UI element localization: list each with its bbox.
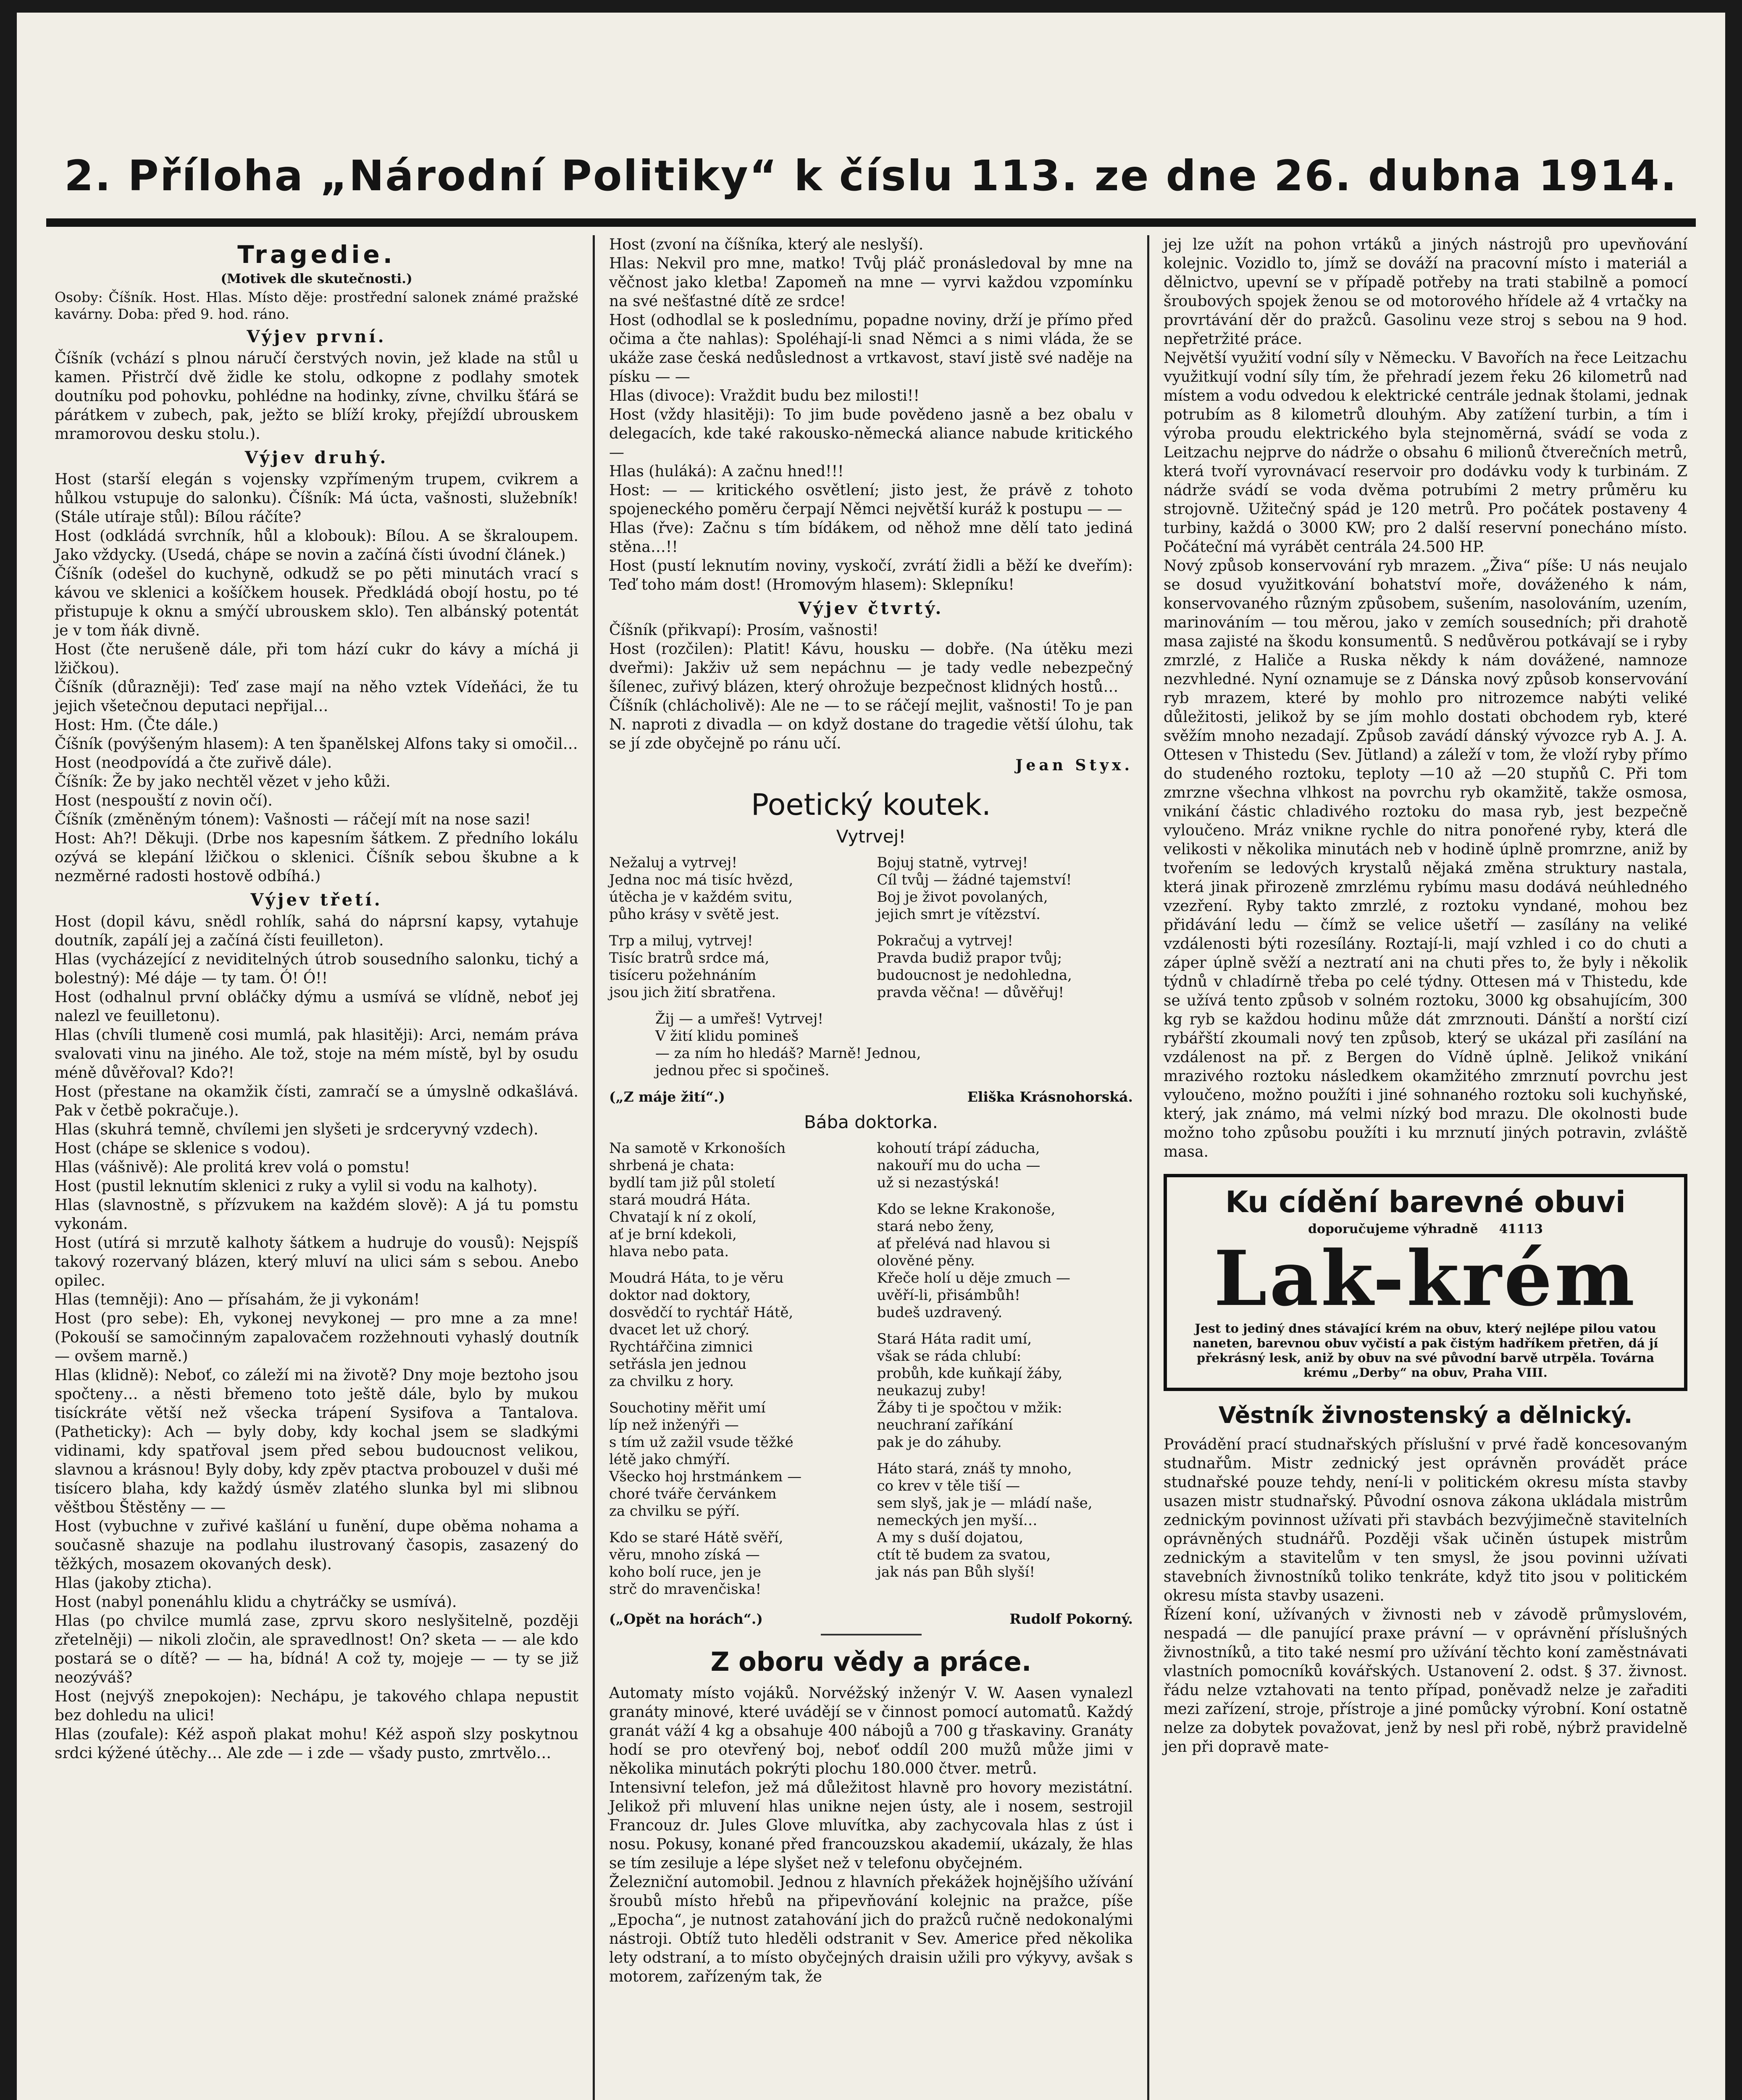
paragraph: Největší využití vodní síly v Německu. V Bavořích na řece Leitzachu využitkují vodní síly tím, že přehradí jezem řeku 26 kilometrů nad místem a vodu odvedou k elektrické centrále jednak štolami, jednak potrubím as 8 kilometrů dlouhým. Aby zatížení turbin, a tím i výroba proudu elektrického byla stejnoměrná, svádí se voda z Leitzachu nejprve do nádrže o obsahu 6 milionů čtverečních metrů, která tvoří vyrovnávací reservoir pro dodávku vody k turbinám. Z nádrže svádí se voda dvěma potrubími 2 metry průměru ku strojovně. Užitečný spád je 120 metrů. Pro počátek postaveny 4 turbiny, každá o 3000 KW; pro 2 další reservní ponecháno místo. Počáteční má vyrábět centrála 24.500 HP. (1164, 349, 1687, 556)
paragraph: Hlas (divoce): Vraždit budu bez milosti!! (609, 387, 920, 404)
paragraph: Hlas (vycházející z neviditelných útrob sousedního salonku, tichý a bolestný): Mé dáje — ty tam. Ó! Ó!! (55, 951, 578, 987)
paragraph: Host (chápe se sklenice s vodou). (55, 1140, 311, 1157)
paragraph: Hlas (huláká): A začnu hned!!! (609, 463, 844, 480)
paragraph: Host: Ah?! Děkuji. (Drbe nos kapesním šátkem. Z předního lokálu ozývá se klepání lžičkou o sklenici. Číšník sebou škubne a k nezměrné radosti hostově odbíhá.) (55, 830, 578, 885)
paragraph: Host: — — kritického osvětlení; jisto jest, že právě z tohoto spojeneckého poměru čerpají Němci největší kuráž k postupu — — (609, 482, 1133, 518)
paragraph: Číšník (důrazněji): Teď zase mají na něho vztek Vídeňáci, že tu jejich všetečnou deputaci nepřijal… (55, 679, 578, 715)
poem-stanza: Trp a miluj, vytrvej! Tisíc bratrů srdce má, tisíceru požehnáním jsou jich žití sbratřena. (609, 932, 776, 1001)
paragraph: Host (čte nerušeně dále, při tom hází cukr do kávy a míchá ji lžičkou). (55, 641, 578, 677)
paragraph: Hlas (vášnivě): Ale prolitá krev volá o pomstu! (55, 1159, 410, 1176)
paragraph: Host (přestane na okamžik čísti, zamračí se a úmyslně odkašlává. Pak v četbě pokračuje.). (55, 1083, 578, 1119)
article-title-tragedie: Tragedie. (237, 240, 396, 269)
paragraph: Hlas (po chvilce mumlá zase, zprvu skoro neslyšitelně, později zřetelněji) — nikoli zločin, ale spravedlnost! On? sketa — — ale kdo postará se o dítě? — — ha, bídná! A což ty, mojeje — — ty se již neozýváš? (55, 1612, 578, 1686)
poem-stanza: Moudrá Háta, to je věru doktor nad doktory, dosvědčí to rychtář Hátě, dvacet let už chorý. Rychtářčina zimnici setřásla jen jednou za chvilku z hory. (609, 1270, 793, 1390)
paragraph: Řízení koní, užívaných v živnosti neb v závodě průmyslovém, nespadá — dle panující praxe právní — v oprávnění příslušných živnostníků, a tito také nesmí pro užívání těchto koní zaměstnávati vlastních pomocníků kovářských. Ustanovení 2. odst. § 37. živnost. řádu nelze vztahovati na tento případ, poněvadž nelze je zařaditi mezi zařízení, stroje, přístroje a jiné pomůcky výrobní. Koní ostatně nelze za dobytek považovat, jenž by nesl při robě, nýbrž pravidelně jen při dopravě mate- (1164, 1606, 1687, 1756)
poem-stanza: Souchotiny měřit umí líp než inženýři — s tím už zažil vsude těžké létě jako chmýří. Všecko hoj hrstmánkem — choré tváře červánkem za chvilku se pýří. (609, 1399, 802, 1520)
ad-body: Jest to jediný dnes stávající krém na obuv, který nejlépe pilou vatou naneten, barevnou obuv vyčistí a pak čistým hadříkem přetřen, dá jí překrásný lesk, aniž by obuv na své původní barvě utrpěla. Továrna krému „Derby“ na obuv, Praha VIII. (1193, 1321, 1658, 1380)
paragraph: Host (vybuchne v zuřivé kašlání u funění, dupe oběma nohama a současně shazuje na podlahu ilustrovaný časopis, zasazený do těžkých, mosazem okovaných desk). (55, 1518, 578, 1573)
paragraph: jej lze užít na pohon vrtáků a jiných nástrojů pro upevňování kolejnic. Vozidlo to, jímž se dováží na pracovní místo i materiál a dělnictvo, upevní se v případě potřeby na trati stabilně a pomocí šroubových spojek ženou se od motorového hřídele až 4 vrtačky na provrtávání děr do pražců. Gasolinu veze stroj s sebou na 9 hod. nepřetržité práce. (1164, 236, 1687, 348)
paragraph: Host (starší elegán s vojensky vzpřímeným trupem, cvikrem a hůlkou vstupuje do salonku). Číšník: Má úcta, vašnosti, služebník! (Stále utíraje stůl): Bílou ráčíte? (55, 471, 578, 526)
poem-stanza: Pokračuj a vytrvej! Pravda budiž prapor tvůj; budoucnost je nedohledna, pravda věčna! — důvěřuj! (877, 932, 1072, 1001)
paragraph: Automaty místo vojáků. Norvéžský inženýr V. W. Aasen vynalezl granáty minové, které uvádějí se v činnost pomocí automatů. Každý granát váží 4 kg a obsahuje 400 nábojů a 700 g třaskaviny. Granáty hodí se pro otevřený boj, neboť oddíl 200 mužů může jimi v několika minutách pokrýti plochu 180.000 čtver. metrů. (609, 1685, 1133, 1777)
paragraph: Host (nespouští z novin očí). (55, 792, 273, 809)
poem-stanzas (609, 1140, 1133, 1607)
poem-stanza: Háto stará, znáš ty mnoho, co krev v těle tiší — sem slyš, jak je — mládí naše, nemeckých jen myší… A my s duší dojatou, ctít tě budem za svatou, jak nás pan Bůh slyší! (877, 1460, 1093, 1580)
section-divider (821, 1634, 922, 1635)
paragraph: Číšník (změněným tónem): Vašnosti — ráčejí mít na nose sazi! (55, 811, 531, 828)
paragraph: Host (pro sebe): Eh, vykonej nevykonej — pro mne a za mne! (Pokouší se samočinným zapalovačem rozžehnouti vyhaslý doutník — ovšem marně.) (55, 1310, 578, 1365)
scene-heading: Výjev třetí. (250, 890, 383, 910)
paragraph: Číšník (přikvapí): Prosím, vašnosti! (609, 622, 879, 639)
paragraph: Číšník (chlácholivě): Ale ne — to se ráčejí mejlit, vašnosti! To je pan N. naproti z divadla — on když dostane do tragedie větší úlohu, tak se jí zde obyčejně po ránu učí. (609, 697, 1133, 752)
newspaper-page (17, 13, 1725, 2100)
paragraph: Host (odhalnul první obláčky dýmu a usmívá se vlídně, neboť jej nalezl ve feuilletonu). (55, 989, 578, 1025)
author-signature: Jean Styx. (1015, 756, 1133, 774)
paragraph: Host (nejvýš znepokojen): Nechápu, je takového chlapa nepustit bez dohledu na ulici! (55, 1688, 578, 1724)
advertisement-lak-krem (1164, 1174, 1687, 1391)
paragraph: Hlas (řve): Začnu s tím bídákem, od něhož mne dělí tato jediná stěna…!! (609, 520, 1133, 556)
scene-heading: Výjev první. (247, 327, 386, 346)
poem-stanza: Kdo se lekne Krakonoše, stará nebo ženy, ať přelévá nad hlavou si olověné pěny. Křeče holí u děje zmuch — uvěří-li, přisámbůh! budeš uzdravený. (877, 1201, 1071, 1321)
poem-title: Vytrvej! (836, 826, 906, 847)
ad-brand: Lak-krém (1214, 1234, 1637, 1323)
paragraph: Hlas (slavnostně, s přízvukem na každém slově): A já tu pomstu vykonám. (55, 1197, 578, 1233)
poem-author: Rudolf Pokorný. (1009, 1611, 1133, 1627)
paragraph: Hlas (temněji): Ano — přísahám, že ji vykonám! (55, 1291, 420, 1308)
masthead-title: 2. Příloha „Národní Politiky“ k číslu 113. ze dne 26. dubna 1914. (64, 151, 1678, 200)
paragraph: Host (dopil kávu, snědl rohlík, sahá do náprsní kapsy, vytahuje doutník, zapálí jej a začíná čísti feuilleton). (55, 913, 578, 949)
poem-title: Bába doktorka. (804, 1112, 938, 1132)
poem-source: („Z máje žití“.) (609, 1089, 725, 1105)
paragraph: Host (rozčilen): Platit! Kávu, housku — dobře. (Na útěku mezi dveřmi): Jakživ už sem nepáchnu — je tady vedle nebezpečný šílenec, zuřivý blázen, který ohrožuje bezpečnost klidných hostů… (609, 640, 1133, 696)
paragraph: Intensivní telefon, jež má důležitost hlavně pro hovory mezistátní. Jelikož při mluvení hlas unikne nejen ústy, ale i nosem, sestrojil Francouz dr. Jules Glove mluvítka, aby zachycovala hlas z úst i nosu. Pokusy, konané před francouzskou akademií, ukázaly, že hlas se tím zesiluje a lépe slyšet než v telefonu obyčejném. (609, 1779, 1133, 1872)
paragraph: Host: Hm. (Čte dále.) (55, 717, 218, 734)
poem-stanza: Kdo se staré Hátě svěří, věru, mnoho získá — koho bolí ruce, jen je strč do mravenčiska! (609, 1529, 783, 1598)
poem-stanza: Žij — a umřeš! Vytrvej! V žití klidu pomineš — za ním ho hledáš? Marně! Jednou, jednou přec si spočineš. (655, 1011, 921, 1079)
paragraph: Provádění prací studnařských příslušní v prvé řadě koncesovaným studnařům. Mistr zednický jest oprávněn provádět práce studnařské pouze tehdy, není-li v politickém okresu místa stavby usazen mistr studnařský. Původní osnova zákona ukládala mistrům zednickým povinnost užívati při stavbách bezvýjimečně stavitelních oprávněných studnářů. Později však učiněn ústupek mistrům zednickým a stavitelům v ten smysl, že jsou povinni užívati stavebních živnostníků toliko tenkráte, když tito jsou v politickém okresu místa stavby usazeni. (1164, 1436, 1687, 1604)
paragraph: Hlas (zoufale): Kéž aspoň plakat mohu! Kéž aspoň slzy poskytnou srdci kýžené útěchy… Ale zde — i zde — všady pusto, zmrtvělo… (55, 1726, 578, 1762)
paragraph: Hlas (klidně): Neboť, co záleží mi na životě? Dny moje beztoho jsou spočteny… a něsti břemeno toto ještě dále, bylo by mukou tisíckráte větší než všecka trápení Sysifova a Tantalova. (Patheticky): Ach — byly doby, kdy kochal jsem se sladkými vidinami, kdy spatřoval jsem před sebou budoucnost velikou, slavnou a krásnou! Byly doby, kdy zpěv ptactva probouzel v duši mé tisícero blaha, kdy každý úsměv zlatého slunka byl mi slibnou věštbou Štěstěny — — (55, 1367, 578, 1516)
paragraph: Hlas (chvíli tlumeně cosi mumlá, pak hlasitěji): Arci, nemám práva svalovati vinu na jiného. Ale tož, stoje na mém místě, byl by osudu méně důvěřoval? Kdo?! (55, 1026, 578, 1082)
paragraph: Host (pustí leknutím noviny, vyskočí, zvrátí židli a běží ke dveřím): Teď toho mám dost! (Hromovým hlasem): Sklepníku! (609, 557, 1133, 593)
poem-author: Eliška Krásnohorská. (967, 1089, 1133, 1105)
poem-source: („Opět na horách“.) (609, 1611, 763, 1627)
paragraph: Hlas: Nekvil pro mne, matko! Tvůj pláč pronásledoval by mne na věčnost jako kletba! Zapomeň na mne — vyrvi každou vzpomínku na své nešťastné dítě ze srdce! (609, 255, 1133, 310)
dramatis-personae: Osoby: Číšník. Host. Hlas. Místo děje: prostřední salonek známé pražské kavárny. Doba: před 9. hod. ráno. (55, 289, 578, 322)
column-1 (46, 235, 593, 2100)
masthead-rule (46, 218, 1696, 227)
paragraph: Host (zvoní na číšníka, který ale neslyší). (609, 236, 924, 253)
section-title-veda-a-prace: Z oboru vědy a práce. (710, 1646, 1032, 1677)
paragraph: Hlas (skuhrá temně, chvílemi jen slyšeti je srdceryvný vzdech). (55, 1121, 539, 1138)
paragraph: Host (neodpovídá a čte zuřivě dále). (55, 754, 332, 772)
poem-stanza: kohoutí trápí záducha, nakouří mu do ucha — už si nezastýská! (877, 1140, 1040, 1191)
column-2 (593, 235, 1147, 2100)
section-title-vestnik: Věstník živnostenský a dělnický. (1218, 1402, 1633, 1428)
section-title-poeticky-koutek: Poetický koutek. (751, 788, 991, 822)
paragraph: Číšník: Že by jako nechtěl vězet v jeho kůži. (55, 773, 391, 790)
poem-stanza: Na samotě v Krkonoších shrbená je chata: bydlí tam již půl století stará moudrá Háta. Chvatají k ní z okolí, ať je brní kdekoli, hlava nebo pata. (609, 1140, 786, 1260)
paragraph: Host (odkládá svrchník, hůl a klobouk): Bílou. A se škraloupem. Jako vždycky. (Usedá, chápe se novin a začíná čísti úvodní článek.) (55, 528, 578, 564)
paragraph: Číšník (povýšeným hlasem): A ten španělskej Alfons taky si omočil… (55, 735, 578, 753)
paragraph: Železniční automobil. Jednou z hlavních překážek hojnějšího užívání šroubů místo hřebů na připevňování kolejnic na pražce, píše „Epocha“, je nutnost zatahování jich do pražců ručně nedokonalými nástroji. Obtíž tuto hleděli odstranit v Sev. Americe před několika lety odstraní, a to místo obyčejných draisin užili pro výkyvy, avšak s motorem, zařízeným tak, že (609, 1874, 1133, 1985)
scene-heading: Výjev čtvrtý. (798, 598, 944, 618)
poem-stanzas (609, 854, 1133, 1011)
ad-recommendation: doporučujeme výhradně (1308, 1222, 1478, 1236)
paragraph: Host (utírá si mrzutě kalhoty šátkem a hudruje do vousů): Nejspíš takový rozervaný blázen, který mluví na ulici sám s sebou. Anebo opilec. (55, 1234, 578, 1289)
scene-heading: Výjev druhý. (244, 448, 389, 467)
paragraph: Nový způsob konservování ryb mrazem. „Živa“ píše: U nás neujalo se dosud využitkování bohatství moře, dováženého k nám, konservovaného různým způsobem, sušením, nasolováním, uzením, marinováním — tou měrou, jako v zemích sousedních; při drahotě masa zajisté na škodu konsumentů. S nedůvěrou potkávají se i ryby zmrzlé, z Haliče a Ruska někdy k nám dovážené, namnoze nezvhledné. Nyní oznamuje se z Dánska nový způsob konservování ryb mrazem, které by mohlo pro nitrozemce nabýti veliké důležitosti, jelikož by se jím mohlo dostati obchodem ryb, které svěžím mnoho nezadají. Způsob zavádí dánský vývozce ryb A. J. A. Ottesen v Thistedu (Sev. Jütland) a záleží v tom, že vloží ryby přímo do studeného roztoku, teploty —10 až —20 stupňů C. Při tom zmrzne všechna vlhkost na povrchu ryb okamžitě, takže osmosa, vnikání částic chladivého roztoku do masa ryb, jest bezpečně vyloučeno. Mráz vnikne rychle do nitra ponořené ryby, která dle velikosti v několika minutách neb v hodině úplně promrzne, aniž by tvořením se ledových krystalů nějaká změna struktury nastala, která jinak přirozeně zmrzlému rybímu masu dodává neúhledného vzezření. Ryby takto zmrzlé, z roztoku vyndané, mohou bez přidávání ledu — čímž se velice ušetří — zasílány na veliké vzdálenosti býti rozesílány. Roztají-li, mají vzhled i co do chuti a záper úplně svěží a neztratí ani na chuti přes to, že byly i několik týdnů v chladírně třeba po celé týdny. Ottesen má v Thistedu, kde se užívá tento způsob v solném roztoku, 3000 kg obsahujícím, 300 kg ryb se každou hodinu může dát zmrznouti. Dánští a norští cizí rybářští zkoumali nový ten způsob, který se ukázal při zasílání na vzdálenost na př. z Bergen do Vídně úplně. Jelikož vnikání mrazivého roztoku následkem okamžitého zmrznutí povrchu jest vyloučeno, možno použíti i jiné sohnaného roztoku soli kuchyňské, který, jak známo, má velmi nízký bod mrazu. Dle okolnosti bude možno toho způsobu použíti i ku mrznutí jiných potravin, zvláště masa. (1164, 557, 1687, 1160)
poem-stanza: Bojuj statně, vytrvej! Cíl tvůj — žádné tajemství! Boj je život povolaných, jejich smrt je vítězství. (877, 854, 1072, 923)
paragraph: Host (vždy hlasitěji): To jim bude povědeno jasně a bez obalu v delegacích, kde také rakousko-německá aliance nabude kritického — (609, 406, 1133, 461)
paragraph: Host (odhodlal se k poslednímu, popadne noviny, drží je přímo před očima a čte nahlas): Spoléhají-li snad Němci a s nimi vláda, že se ukáže zase česká nedůslednost a vrtkavost, staví jistě své naděje na písku — — (609, 312, 1133, 386)
poem-stanza: Nežaluj a vytrvej! Jedna noc má tisíc hvězd, útěcha je v každém svitu, půho krásy v světě jest. (609, 854, 793, 923)
column-3 (1147, 235, 1696, 2100)
poem-footer (609, 1089, 1133, 1105)
paragraph: Číšník (odešel do kuchyně, odkudž se po pěti minutách vrací s kávou ve sklenici a košíčkem housek. Předkládá obojí hostu, po té přistupuje k oknu a smýčí ubrouskem sklo). Ten albánský potentát je v tom ňák divně. (55, 565, 578, 639)
paragraph: Hlas (jakoby zticha). (55, 1575, 212, 1592)
ad-number: 41113 (1499, 1222, 1543, 1236)
poem-footer (609, 1611, 1133, 1627)
paragraph: Host (nabyl ponenáhlu klidu a chytráčky se usmívá). (55, 1593, 457, 1611)
ad-headline: Ku cídění barevné obuvi (1225, 1185, 1626, 1219)
article-subtitle: (Motivek dle skutečnosti.) (221, 271, 413, 286)
paragraph: Číšník (vchází s plnou náručí čerstvých novin, jež klade na stůl u kamen. Přistrčí dvě židle ke stolu, odkopne z podlahy smotek doutníku pod pohovku, pohlédne na hodinky, zívne, chvilku šťárá se párátkem v zubech, pak, ježto se blíží kroky, přejíždí ubrouskem mramorovou desku stolu.). (55, 350, 578, 443)
poem-stanza: Stará Háta radit umí, však se ráda chlubí: probůh, kde kuňkají žáby, neukazuj zuby! Žáby ti je spočtou v mžik: neuchraní zaříkání pak je do záhuby. (877, 1331, 1063, 1451)
paragraph: Host (pustil leknutím sklenici z ruky a vylil si vodu na kalhoty). (55, 1178, 538, 1195)
